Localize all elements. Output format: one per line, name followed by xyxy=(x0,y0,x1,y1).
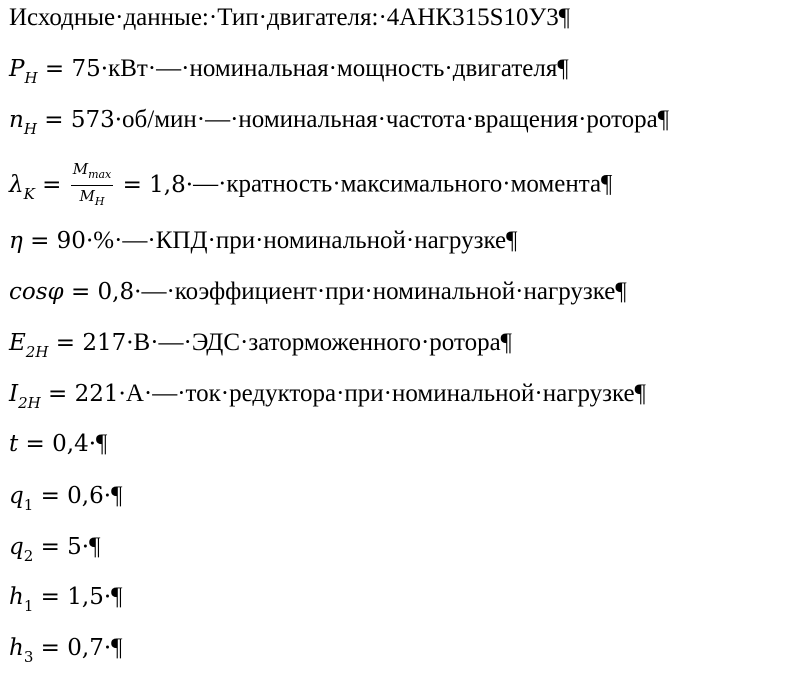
param-description: кВт·—·номинальная·мощность·двигателя¶ xyxy=(108,55,569,82)
param-symbol: λ xyxy=(9,171,24,198)
header-line xyxy=(9,3,570,33)
param-line-power xyxy=(9,54,569,93)
param-subscript: 1 xyxy=(23,496,34,514)
param-symbol: E xyxy=(9,330,26,356)
param-description: —·коэффициент·при·номинальной·нагрузке¶ xyxy=(141,278,627,305)
fraction-numerator-subscript: max xyxy=(88,168,112,181)
param-equation: = 1,5· xyxy=(33,584,112,610)
param-subscript: 3 xyxy=(23,648,34,666)
param-equation: = 0,4· xyxy=(18,431,97,457)
param-symbol: I xyxy=(9,381,19,407)
param-line-current xyxy=(9,379,646,418)
param-symbol: n xyxy=(9,107,24,133)
param-line-t xyxy=(9,429,107,459)
param-equation: = 90· xyxy=(22,228,94,254)
fraction-denominator: M xyxy=(79,187,95,205)
param-description: об/мин·—·номинальная·частота·вращения·ротора¶ xyxy=(122,106,670,133)
param-description: ¶ xyxy=(111,634,123,661)
param-description: В·—·ЭДС·заторможенного·ротора¶ xyxy=(133,329,512,356)
param-line-h1 xyxy=(9,582,123,621)
param-line-cosphi xyxy=(9,277,627,307)
param-line-torque-ratio: $\lambda_K$ = $\frac{M_{max}}{M_H}$ = 1,8·—·кратность·максимального·момента¶ xyxy=(9,160,612,211)
param-subscript: 2 xyxy=(23,547,34,565)
param-subscript: 2H xyxy=(25,343,49,361)
param-subscript: 2H xyxy=(18,394,41,412)
param-symbol: q xyxy=(9,534,24,560)
param-subscript: K xyxy=(23,184,35,203)
header-text: Исходные·данные:·Тип·двигателя:·4АНК315S10У3¶ xyxy=(9,4,571,31)
param-line-q2 xyxy=(9,532,100,571)
param-description: ¶ xyxy=(111,482,123,509)
param-equation: = 573· xyxy=(36,107,123,133)
param-line-h3 xyxy=(9,633,123,672)
param-equation: = 1,8· xyxy=(115,171,194,198)
param-description: %·—·КПД·при·номинальной·нагрузке¶ xyxy=(93,227,518,254)
param-equation: = 217· xyxy=(48,330,134,356)
param-description: А·—·ток·редуктора·при·номинальной·нагрузке¶ xyxy=(125,380,646,407)
param-symbol: P xyxy=(9,56,25,82)
param-symbol: η xyxy=(9,228,23,254)
param-symbol: h xyxy=(9,635,24,661)
param-line-emf xyxy=(9,328,512,367)
param-subscript: H xyxy=(24,69,38,87)
param-description: ¶ xyxy=(96,430,108,457)
param-subscript: 1 xyxy=(23,597,34,615)
fraction-numerator: M xyxy=(72,160,89,178)
param-equation: = 0,8· xyxy=(63,279,142,305)
param-line-q1 xyxy=(9,481,122,520)
param-symbol: t xyxy=(9,431,19,457)
param-line-efficiency xyxy=(9,226,517,256)
param-equation: = 75· xyxy=(37,56,109,82)
param-subscript: H xyxy=(23,120,37,138)
param-equation: = 0,7· xyxy=(33,635,112,661)
param-equation: = 221· xyxy=(40,381,126,407)
param-description: ¶ xyxy=(111,583,123,610)
torque-fraction xyxy=(71,160,114,211)
param-symbol: h xyxy=(9,584,24,610)
param-description: —·кратность·максимального·момента¶ xyxy=(193,170,613,198)
param-symbol: q xyxy=(9,483,24,509)
param-line-speed xyxy=(9,105,669,144)
param-description: ¶ xyxy=(89,533,101,560)
param-symbol: cosφ xyxy=(9,279,64,305)
param-equation: = 0,6· xyxy=(33,483,112,509)
param-equation: = 5· xyxy=(33,534,90,560)
fraction-denominator-subscript: H xyxy=(94,195,105,208)
